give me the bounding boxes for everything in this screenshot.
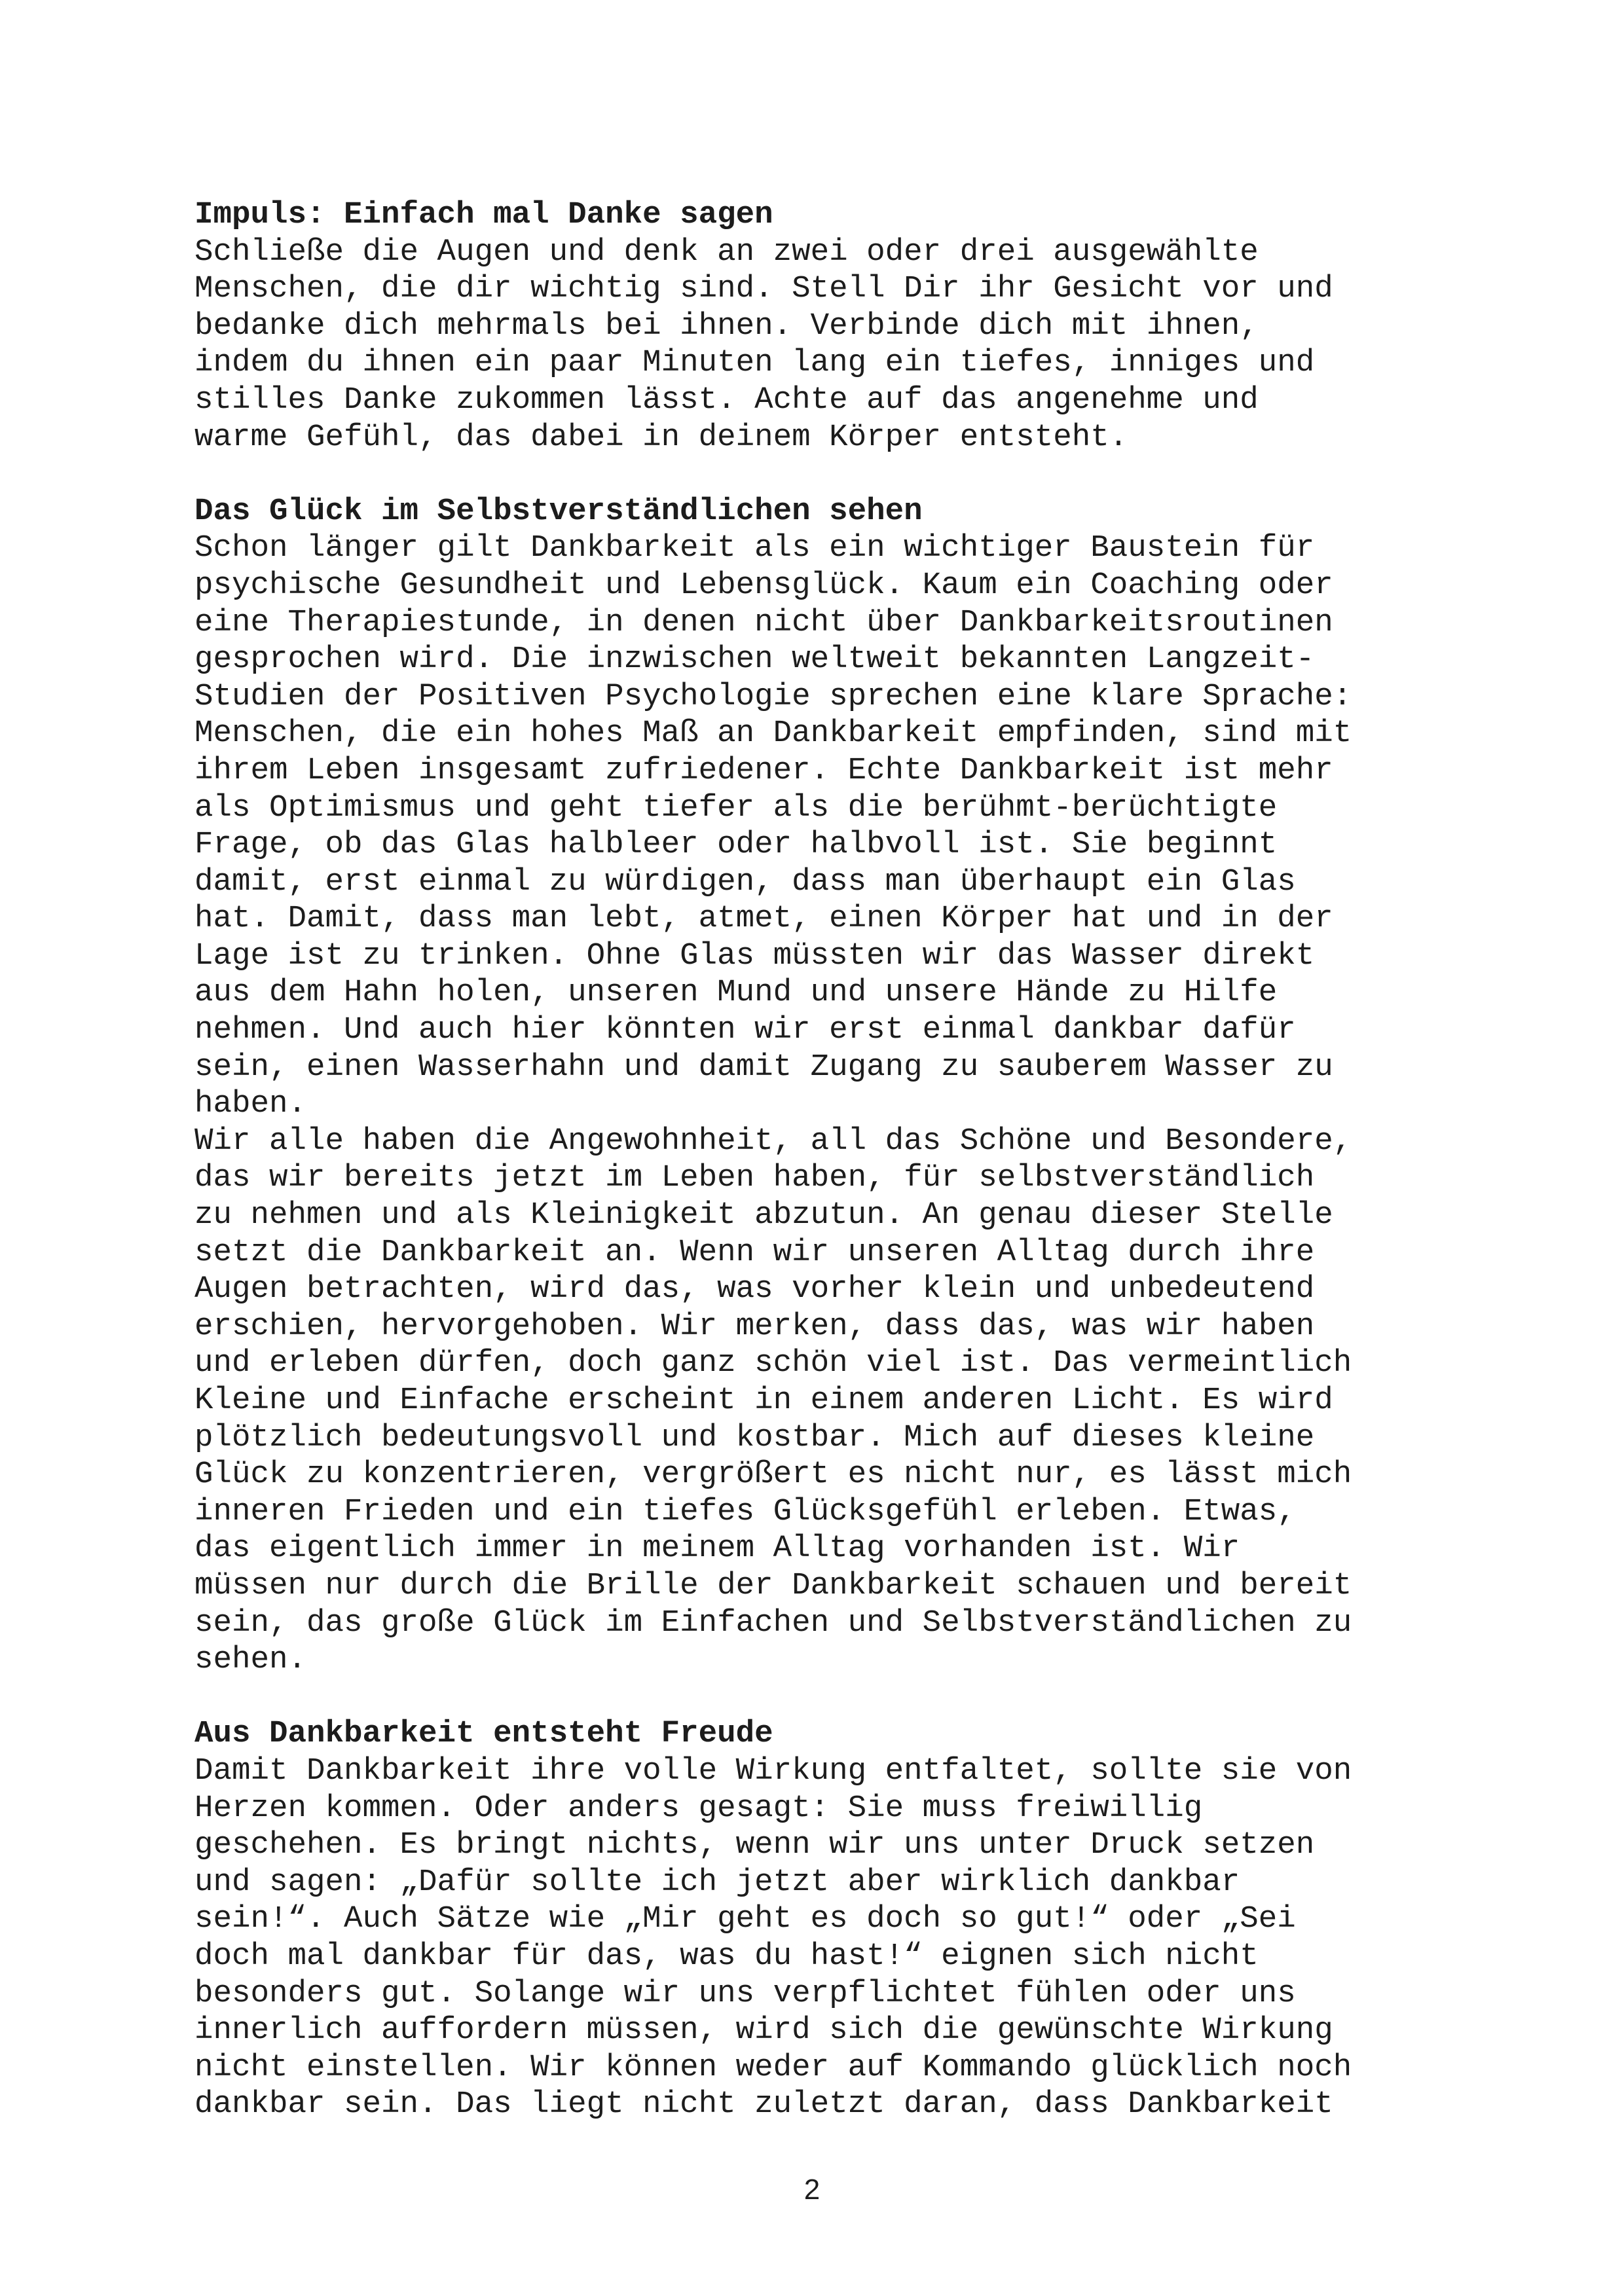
paragraph [194,530,1439,1123]
text-line: zu nehmen und als Kleinigkeit abzutun. An genau dieser Stelle [194,1197,1333,1233]
section-heading: Impuls: Einfach mal Danke sagen [194,197,773,232]
text-line: das eigentlich immer in meinem Alltag vorhanden ist. Wir [194,1531,1240,1567]
section-heading: Aus Dankbarkeit entsteht Freude [194,1716,773,1752]
page-number: 2 [803,2174,821,2206]
text-line: sein, einen Wasserhahn und damit Zugang zu sauberem Wasser zu [194,1049,1333,1085]
text-line: aus dem Hahn holen, unseren Mund und unsere Hände zu Hilfe [194,975,1278,1011]
text-line: und sagen: „Dafür sollte ich jetzt aber wirklich dankbar [194,1864,1240,1900]
text-line: Studien der Positiven Psychologie sprechen eine klare Sprache: [194,678,1352,714]
text-line: inneren Frieden und ein tiefes Glücksgefühl erleben. Etwas, [194,1493,1296,1529]
text-line: besonders gut. Solange wir uns verpflichtet fühlen oder uns [194,1975,1296,2011]
text-line: innerlich auffordern müssen, wird sich die gewünschte Wirkung [194,2013,1333,2049]
text-line: eine Therapiestunde, in denen nicht über Dankbarkeitsroutinen [194,604,1333,640]
text-line: stilles Danke zukommen lässt. Achte auf das angenehme und [194,382,1259,418]
text-line: Schließe die Augen und denk an zwei oder drei ausgewählte [194,234,1259,270]
text-line: haben. [194,1086,307,1122]
text-line: Frage, ob das Glas halbleer oder halbvoll ist. Sie beginnt [194,827,1278,863]
text-line: dankbar sein. Das liegt nicht zuletzt daran, dass Dankbarkeit [194,2086,1333,2123]
text-line: Herzen kommen. Oder anders gesagt: Sie muss freiwillig [194,1790,1203,1826]
section-freude [194,1715,1439,2123]
text-line: damit, erst einmal zu würdigen, dass man überhaupt ein Glas [194,864,1296,900]
document-body [194,196,1439,2160]
text-line: erschien, hervorgehoben. Wir merken, dass das, was wir haben [194,1308,1315,1344]
text-line: Menschen, die dir wichtig sind. Stell Dir ihr Gesicht vor und [194,271,1333,307]
text-line: hat. Damit, dass man lebt, atmet, einen Körper hat und in der [194,901,1333,937]
text-line: indem du ihnen ein paar Minuten lang ein tiefes, inniges und [194,345,1315,381]
paragraph [194,1123,1439,1679]
text-line: plötzlich bedeutungsvoll und kostbar. Mich auf dieses kleine [194,1419,1315,1455]
text-line: Kleine und Einfache erscheint in einem anderen Licht. Es wird [194,1383,1333,1418]
text-line: und erleben dürfen, doch ganz schön viel ist. Das vermeintlich [194,1345,1352,1381]
text-line: psychische Gesundheit und Lebensglück. Kaum ein Coaching oder [194,567,1333,603]
text-line: bedanke dich mehrmals bei ihnen. Verbinde dich mit ihnen, [194,308,1259,344]
text-line: als Optimismus und geht tiefer als die berühmt-berüchtigte [194,790,1278,826]
text-line: setzt die Dankbarkeit an. Wenn wir unseren Alltag durch ihre [194,1234,1315,1270]
text-line: nicht einstellen. Wir können weder auf Kommando glücklich noch [194,2049,1352,2085]
section-heading: Das Glück im Selbstverständlichen sehen [194,493,923,529]
section-impuls [194,196,1439,456]
text-line: sehen. [194,1642,307,1678]
text-line: Menschen, die ein hohes Maß an Dankbarkeit empfinden, sind mit [194,716,1352,752]
text-line: Schon länger gilt Dankbarkeit als ein wichtiger Baustein für [194,530,1315,566]
section-glueck [194,493,1439,1679]
text-line: Wir alle haben die Angewohnheit, all das Schöne und Besondere, [194,1123,1352,1159]
text-line: Damit Dankbarkeit ihre volle Wirkung entfaltet, sollte sie von [194,1753,1352,1789]
text-line: gesprochen wird. Die inzwischen weltweit bekannten Langzeit- [194,642,1315,678]
text-line: sein, das große Glück im Einfachen und Selbstverständlichen zu [194,1605,1352,1641]
paragraph [194,1753,1439,2123]
text-line: müssen nur durch die Brille der Dankbarkeit schauen und bereit [194,1567,1352,1603]
text-line: nehmen. Und auch hier könnten wir erst einmal dankbar dafür [194,1012,1296,1048]
text-line: Lage ist zu trinken. Ohne Glas müssten wir das Wasser direkt [194,938,1315,974]
text-line: sein!“. Auch Sätze wie „Mir geht es doch so gut!“ oder „Sei [194,1901,1296,1937]
text-line: geschehen. Es bringt nichts, wenn wir uns unter Druck setzen [194,1827,1315,1863]
text-line: Augen betrachten, wird das, was vorher klein und unbedeutend [194,1271,1315,1307]
text-line: warme Gefühl, das dabei in deinem Körper entsteht. [194,419,1128,455]
paragraph [194,234,1439,456]
text-line: ihrem Leben insgesamt zufriedener. Echte Dankbarkeit ist mehr [194,752,1333,788]
text-line: das wir bereits jetzt im Leben haben, für selbstverständlich [194,1160,1315,1196]
text-line: doch mal dankbar für das, was du hast!“ eignen sich nicht [194,1938,1259,1974]
text-line: Glück zu konzentrieren, vergrößert es nicht nur, es lässt mich [194,1457,1352,1493]
